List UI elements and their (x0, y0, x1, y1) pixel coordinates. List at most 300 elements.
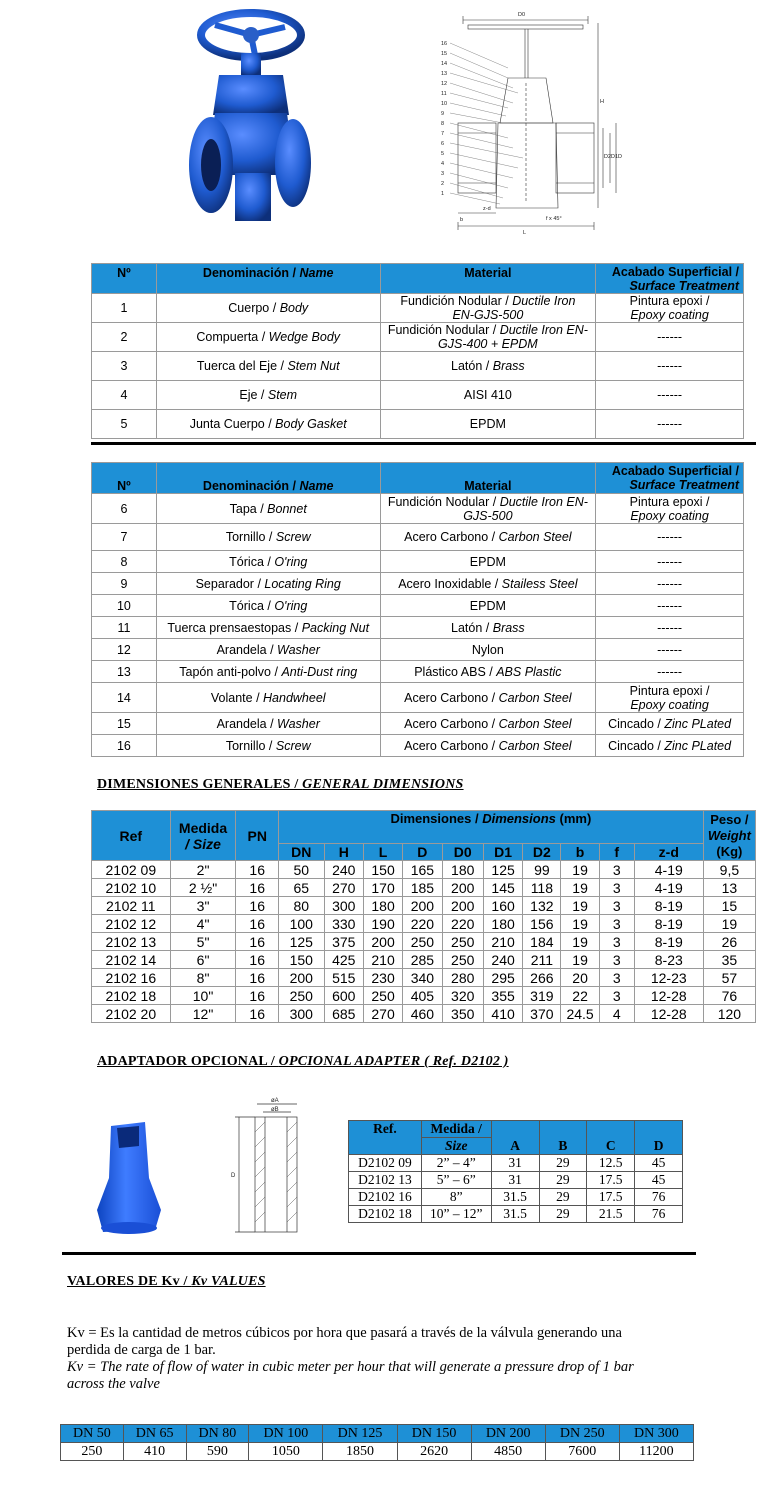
table-row (92, 661, 744, 683)
dims-cell: 600 (324, 987, 363, 1005)
adapter-cell: 29 (539, 1155, 587, 1172)
dims-cell: 19 (561, 951, 599, 969)
kv-header-cell: DN 150 (397, 1425, 471, 1443)
part-name: Cuerpo / Body (156, 294, 380, 323)
kv-header-cell: DN 200 (471, 1425, 545, 1443)
adapter-header-size: Medida / (421, 1121, 491, 1138)
dims-cell: 16 (236, 969, 278, 987)
header-material: Material (380, 463, 596, 494)
dims-cell: 200 (363, 933, 402, 951)
part-material: Fundición Nodular / Ductile Iron EN- GJS-400 + EPDM (380, 323, 596, 352)
dims-cell: 12-28 (634, 1005, 703, 1023)
header-finish: Acabado Superficial / Surface Treatment (596, 264, 744, 294)
dims-cell: 270 (324, 879, 363, 897)
dims-cell: 2102 20 (92, 1005, 171, 1023)
dims-cell: 120 (703, 1005, 755, 1023)
general-dimensions-title: DIMENSIONES GENERALES / GENERAL DIMENSIONS (97, 777, 464, 792)
dims-cell: 16 (236, 951, 278, 969)
dims-cell: 12-28 (634, 987, 703, 1005)
part-name: Arandela / Washer (156, 639, 380, 661)
dims-cell: 300 (324, 897, 363, 915)
dims-cell: 16 (236, 915, 278, 933)
part-num: 13 (92, 661, 157, 683)
parts-header-row (92, 463, 744, 494)
table-row (92, 987, 756, 1005)
table-row (92, 683, 744, 713)
dims-cell: 125 (278, 933, 324, 951)
part-name: Eje / Stem (156, 381, 380, 410)
part-material: Acero Carbono / Carbon Steel (380, 735, 596, 757)
kv-table (60, 1424, 694, 1461)
dims-cell: 19 (561, 879, 599, 897)
dims-cell: 375 (324, 933, 363, 951)
dims-cell: 2102 12 (92, 915, 171, 933)
dims-cell: 20 (561, 969, 599, 987)
part-num: 16 (92, 735, 157, 757)
svg-text:f x 45°: f x 45° (546, 216, 562, 222)
kv-value-cell: 1050 (249, 1443, 323, 1461)
part-name: Separador / Locating Ring (156, 573, 380, 595)
part-name: Tuerca prensaestopas / Packing Nut (156, 617, 380, 639)
dims-cell: 3 (599, 861, 634, 879)
table-row (92, 410, 744, 439)
dims-cell: 320 (442, 987, 483, 1005)
table-row (92, 915, 756, 933)
dims-cell: 230 (363, 969, 402, 987)
table-row (92, 897, 756, 915)
part-finish: ------ (596, 617, 744, 639)
svg-text:1: 1 (441, 191, 445, 197)
kv-header-cell: DN 65 (123, 1425, 186, 1443)
table-row (92, 524, 744, 551)
part-name: Tuerca del Eje / Stem Nut (156, 352, 380, 381)
section-divider (62, 1252, 696, 1255)
part-num: 1 (92, 294, 157, 323)
kv-header-cell: DN 300 (619, 1425, 693, 1443)
kv-desc-en-1: Kv = The rate of flow of water in cubic meter per hour that will generate a pressure drop of 1 bar (67, 1359, 634, 1375)
dims-cell: 4-19 (634, 879, 703, 897)
part-num: 8 (92, 551, 157, 573)
dims-cell: 350 (442, 1005, 483, 1023)
dimensions-body (92, 861, 756, 1023)
dims-cell: 250 (442, 951, 483, 969)
adapter-cell: D2102 18 (349, 1206, 422, 1223)
table-row (349, 1189, 683, 1206)
dims-cell: 2" (170, 861, 236, 879)
dims-cell: 4-19 (634, 861, 703, 879)
kv-header-row (61, 1425, 694, 1443)
callout-numbers (441, 12, 622, 236)
adapter-header-row-1 (349, 1121, 683, 1138)
dims-cell: 2102 11 (92, 897, 171, 915)
svg-text:15: 15 (441, 51, 448, 57)
adapter-cell: 10” – 12” (421, 1206, 491, 1223)
part-finish: ------ (596, 524, 744, 551)
adapter-cell: D2102 13 (349, 1172, 422, 1189)
dims-cell: 8" (170, 969, 236, 987)
table-row (92, 735, 744, 757)
kv-header-cell: DN 100 (249, 1425, 323, 1443)
part-num: 14 (92, 683, 157, 713)
svg-text:D1: D1 (611, 154, 619, 160)
dims-cell: 35 (703, 951, 755, 969)
dims-cell: 3 (599, 879, 634, 897)
dim-col-l: L (363, 844, 402, 861)
dims-cell: 184 (523, 933, 561, 951)
svg-text:5: 5 (441, 151, 445, 157)
dims-cell: 132 (523, 897, 561, 915)
header-name: Denominación / Name (156, 264, 380, 294)
part-num: 5 (92, 410, 157, 439)
adapter-cell: 76 (635, 1206, 683, 1223)
part-num: 2 (92, 323, 157, 352)
table-row (92, 494, 744, 524)
part-finish: ------ (596, 323, 744, 352)
svg-text:10: 10 (441, 101, 448, 107)
dims-cell: 16 (236, 933, 278, 951)
dims-cell: 6" (170, 951, 236, 969)
dim-col-d0: D0 (442, 844, 483, 861)
table-row (92, 1005, 756, 1023)
parts-table-1 (91, 263, 744, 439)
part-name: Tapón anti-polvo / Anti-Dust ring (156, 661, 380, 683)
part-finish: ------ (596, 551, 744, 573)
part-num: 4 (92, 381, 157, 410)
part-material: Fundición Nodular / Ductile Iron EN-GJS-500 (380, 294, 596, 323)
table-row (92, 969, 756, 987)
dims-cell: 220 (403, 915, 442, 933)
dims-cell: 3 (599, 969, 634, 987)
svg-text:13: 13 (441, 71, 448, 77)
adapter-cell: 2” – 4” (421, 1155, 491, 1172)
dims-cell: 515 (324, 969, 363, 987)
header-num: Nº (92, 463, 157, 494)
dims-cell: 19 (561, 933, 599, 951)
dims-cell: 2102 13 (92, 933, 171, 951)
part-material: Acero Inoxidable / Stailess Steel (380, 573, 596, 595)
dims-cell: 250 (442, 933, 483, 951)
kv-header-cell: DN 80 (186, 1425, 249, 1443)
table-row (92, 951, 756, 969)
part-name: Volante / Handwheel (156, 683, 380, 713)
dims-cell: 99 (523, 861, 561, 879)
technical-drawing (438, 8, 633, 236)
dims-cell: 319 (523, 987, 561, 1005)
dims-cell: 100 (278, 915, 324, 933)
dims-cell: 19 (561, 915, 599, 933)
dims-cell: 19 (703, 915, 755, 933)
dims-cell: 3 (599, 897, 634, 915)
dims-cell: 8-23 (634, 951, 703, 969)
svg-text:3: 3 (441, 171, 445, 177)
dims-cell: 156 (523, 915, 561, 933)
dims-cell: 165 (403, 861, 442, 879)
kv-value-cell: 2620 (397, 1443, 471, 1461)
dims-cell: 3" (170, 897, 236, 915)
adapter-label-d: D (231, 1173, 236, 1179)
dims-cell: 270 (363, 1005, 402, 1023)
dims-cell: 210 (483, 933, 522, 951)
svg-text:b: b (460, 217, 464, 223)
dims-cell: 190 (363, 915, 402, 933)
adapter-table (348, 1120, 683, 1223)
dims-cell: 12-23 (634, 969, 703, 987)
svg-text:9: 9 (441, 111, 445, 117)
header-size: Medida / Size (170, 811, 236, 861)
part-name: Tapa / Bonnet (156, 494, 380, 524)
dims-cell: 280 (442, 969, 483, 987)
adapter-cell: D2102 09 (349, 1155, 422, 1172)
dims-cell: 180 (483, 915, 522, 933)
table-row (92, 617, 744, 639)
dims-cell: 160 (483, 897, 522, 915)
dims-cell: 4" (170, 915, 236, 933)
svg-text:16: 16 (441, 41, 448, 47)
dim-col-f: f (599, 844, 634, 861)
dims-cell: 2102 18 (92, 987, 171, 1005)
part-finish: ------ (596, 661, 744, 683)
parts-header-row (92, 264, 744, 294)
dims-cell: 76 (703, 987, 755, 1005)
dims-cell: 118 (523, 879, 561, 897)
part-num: 10 (92, 595, 157, 617)
table-row (92, 573, 744, 595)
part-material: Plástico ABS / ABS Plastic (380, 661, 596, 683)
dim-col-dn: DN (278, 844, 324, 861)
dims-cell: 19 (561, 861, 599, 879)
table-row (92, 323, 744, 352)
part-num: 3 (92, 352, 157, 381)
table-row (92, 294, 744, 323)
part-finish: ------ (596, 410, 744, 439)
part-material: Acero Carbono / Carbon Steel (380, 524, 596, 551)
dims-cell: 24.5 (561, 1005, 599, 1023)
dims-cell: 2102 09 (92, 861, 171, 879)
part-material: Acero Carbono / Carbon Steel (380, 683, 596, 713)
part-material: Fundición Nodular / Ductile Iron EN- GJS-500 (380, 494, 596, 524)
dims-cell: 250 (403, 933, 442, 951)
adapter-body (349, 1155, 683, 1223)
dims-cell: 8-19 (634, 933, 703, 951)
part-finish: ------ (596, 381, 744, 410)
dims-cell: 150 (363, 861, 402, 879)
svg-text:12: 12 (441, 81, 448, 87)
dims-cell: 10" (170, 987, 236, 1005)
dims-cell: 370 (523, 1005, 561, 1023)
adapter-cell: 31.5 (491, 1206, 539, 1223)
dims-cell: 4 (599, 1005, 634, 1023)
svg-text:D2: D2 (604, 154, 612, 160)
part-num: 6 (92, 494, 157, 524)
dims-cell: 8-19 (634, 915, 703, 933)
kv-value-cell: 1850 (323, 1443, 397, 1461)
kv-desc-es-1: Kv = Es la cantidad de metros cúbicos por hora que pasará a través de la válvula generando una (67, 1325, 622, 1341)
dims-cell: 2102 14 (92, 951, 171, 969)
adapter-cell: 8” (421, 1189, 491, 1206)
part-finish: Pintura epoxi / Epoxy coating (596, 683, 744, 713)
svg-text:D: D (618, 154, 622, 160)
section-divider (91, 442, 756, 445)
dim-col-d1: D1 (483, 844, 522, 861)
kv-description (67, 1325, 634, 1393)
part-num: 12 (92, 639, 157, 661)
part-material: EPDM (380, 595, 596, 617)
adapter-cell: 17.5 (587, 1189, 635, 1206)
table-row (349, 1206, 683, 1223)
dims-cell: 3 (599, 915, 634, 933)
dims-cell: 330 (324, 915, 363, 933)
part-finish: Pintura epoxi / Epoxy coating (596, 494, 744, 524)
dims-cell: 57 (703, 969, 755, 987)
adapter-header-b: B (539, 1121, 587, 1155)
dims-header-row-1 (92, 811, 756, 844)
dims-cell: 145 (483, 879, 522, 897)
dims-cell: 266 (523, 969, 561, 987)
kv-value-cell: 11200 (619, 1443, 693, 1461)
part-name: Tórica / O'ring (156, 595, 380, 617)
dims-cell: 2102 16 (92, 969, 171, 987)
kv-values-row (61, 1443, 694, 1461)
table-row (349, 1172, 683, 1189)
part-name: Tornillo / Screw (156, 735, 380, 757)
part-finish: Cincado / Zinc PLated (596, 713, 744, 735)
svg-text:4: 4 (441, 161, 445, 167)
dims-cell: 50 (278, 861, 324, 879)
dimensions-table (91, 810, 756, 1023)
dims-cell: 9,5 (703, 861, 755, 879)
part-material: Nylon (380, 639, 596, 661)
kv-value-cell: 4850 (471, 1443, 545, 1461)
kv-desc-en-2: across the valve (67, 1376, 160, 1392)
adapter-photo (93, 1118, 168, 1236)
dims-cell: 340 (403, 969, 442, 987)
dims-cell: 285 (403, 951, 442, 969)
kv-value-cell: 7600 (545, 1443, 619, 1461)
dims-cell: 250 (363, 987, 402, 1005)
kv-value-cell: 250 (61, 1443, 124, 1461)
svg-text:6: 6 (441, 141, 445, 147)
adapter-header-d: D (635, 1121, 683, 1155)
adapter-cell: 29 (539, 1206, 587, 1223)
adapter-cell: 31 (491, 1155, 539, 1172)
dims-cell: 200 (403, 897, 442, 915)
dims-cell: 15 (703, 897, 755, 915)
table-row (92, 861, 756, 879)
dims-cell: 295 (483, 969, 522, 987)
kv-value-cell: 410 (123, 1443, 186, 1461)
svg-text:2: 2 (441, 181, 445, 187)
dims-cell: 3 (599, 951, 634, 969)
dims-cell: 65 (278, 879, 324, 897)
table-row (92, 551, 744, 573)
table-row (92, 352, 744, 381)
part-num: 7 (92, 524, 157, 551)
dims-cell: 12" (170, 1005, 236, 1023)
svg-text:14: 14 (441, 61, 448, 67)
dims-cell: 22 (561, 987, 599, 1005)
part-finish: ------ (596, 573, 744, 595)
header-dimensions: Dimensiones / Dimensions (mm) (278, 811, 703, 844)
dim-col-b: b (561, 844, 599, 861)
kv-header-cell: DN 50 (61, 1425, 124, 1443)
valve-photo (185, 5, 315, 235)
part-name: Compuerta / Wedge Body (156, 323, 380, 352)
part-num: 11 (92, 617, 157, 639)
dims-cell: 19 (561, 897, 599, 915)
adapter-cell: 45 (635, 1155, 683, 1172)
adapter-cell: 17.5 (587, 1172, 635, 1189)
dims-cell: 26 (703, 933, 755, 951)
header-material: Material (380, 264, 596, 294)
part-material: Latón / Brass (380, 617, 596, 639)
dims-cell: 3 (599, 933, 634, 951)
table-row (349, 1155, 683, 1172)
dim-col-d2: D2 (523, 844, 561, 861)
adapter-header-c: C (587, 1121, 635, 1155)
part-name: Junta Cuerpo / Body Gasket (156, 410, 380, 439)
svg-text:L: L (523, 230, 527, 236)
part-num: 9 (92, 573, 157, 595)
dims-cell: 185 (403, 879, 442, 897)
dims-cell: 220 (442, 915, 483, 933)
dims-cell: 685 (324, 1005, 363, 1023)
kv-title: VALORES DE Kv / Kv VALUES (67, 1274, 266, 1289)
adapter-cell: 29 (539, 1189, 587, 1206)
dim-col-z-d: z-d (634, 844, 703, 861)
part-material: Acero Carbono / Carbon Steel (380, 713, 596, 735)
adapter-drawing (225, 1092, 315, 1242)
part-finish: Pintura epoxi / Epoxy coating (596, 294, 744, 323)
table-row (92, 595, 744, 617)
svg-text:H: H (600, 99, 604, 105)
dims-cell: 460 (403, 1005, 442, 1023)
dims-cell: 2102 10 (92, 879, 171, 897)
dims-cell: 3 (599, 987, 634, 1005)
svg-text:11: 11 (441, 91, 447, 97)
adapter-title: ADAPTADOR OPCIONAL / OPCIONAL ADAPTER ( Ref. D2102 ) (97, 1054, 509, 1069)
dims-cell: 16 (236, 1005, 278, 1023)
part-finish: ------ (596, 352, 744, 381)
dims-cell: 200 (442, 879, 483, 897)
svg-text:7: 7 (441, 131, 445, 137)
part-material: Latón / Brass (380, 352, 596, 381)
part-name: Tornillo / Screw (156, 524, 380, 551)
table-row (92, 713, 744, 735)
adapter-cell: 12.5 (587, 1155, 635, 1172)
dims-cell: 240 (483, 951, 522, 969)
dims-cell: 410 (483, 1005, 522, 1023)
header-finish: Acabado Superficial / Surface Treatment (596, 463, 744, 494)
part-num: 15 (92, 713, 157, 735)
kv-header-cell: DN 125 (323, 1425, 397, 1443)
dims-cell: 16 (236, 879, 278, 897)
adapter-cell: 31 (491, 1172, 539, 1189)
dims-cell: 13 (703, 879, 755, 897)
dims-cell: 16 (236, 987, 278, 1005)
dims-cell: 200 (442, 897, 483, 915)
part-material: AISI 410 (380, 381, 596, 410)
dims-cell: 170 (363, 879, 402, 897)
adapter-header-size-en: Size (421, 1138, 491, 1155)
part-finish: ------ (596, 595, 744, 617)
kv-desc-es-2: perdida de carga de 1 bar. (67, 1342, 216, 1358)
dims-cell: 210 (363, 951, 402, 969)
svg-text:z-d: z-d (483, 206, 491, 212)
dims-cell: 180 (363, 897, 402, 915)
dims-cell: 150 (278, 951, 324, 969)
dims-cell: 425 (324, 951, 363, 969)
adapter-cell: 29 (539, 1172, 587, 1189)
